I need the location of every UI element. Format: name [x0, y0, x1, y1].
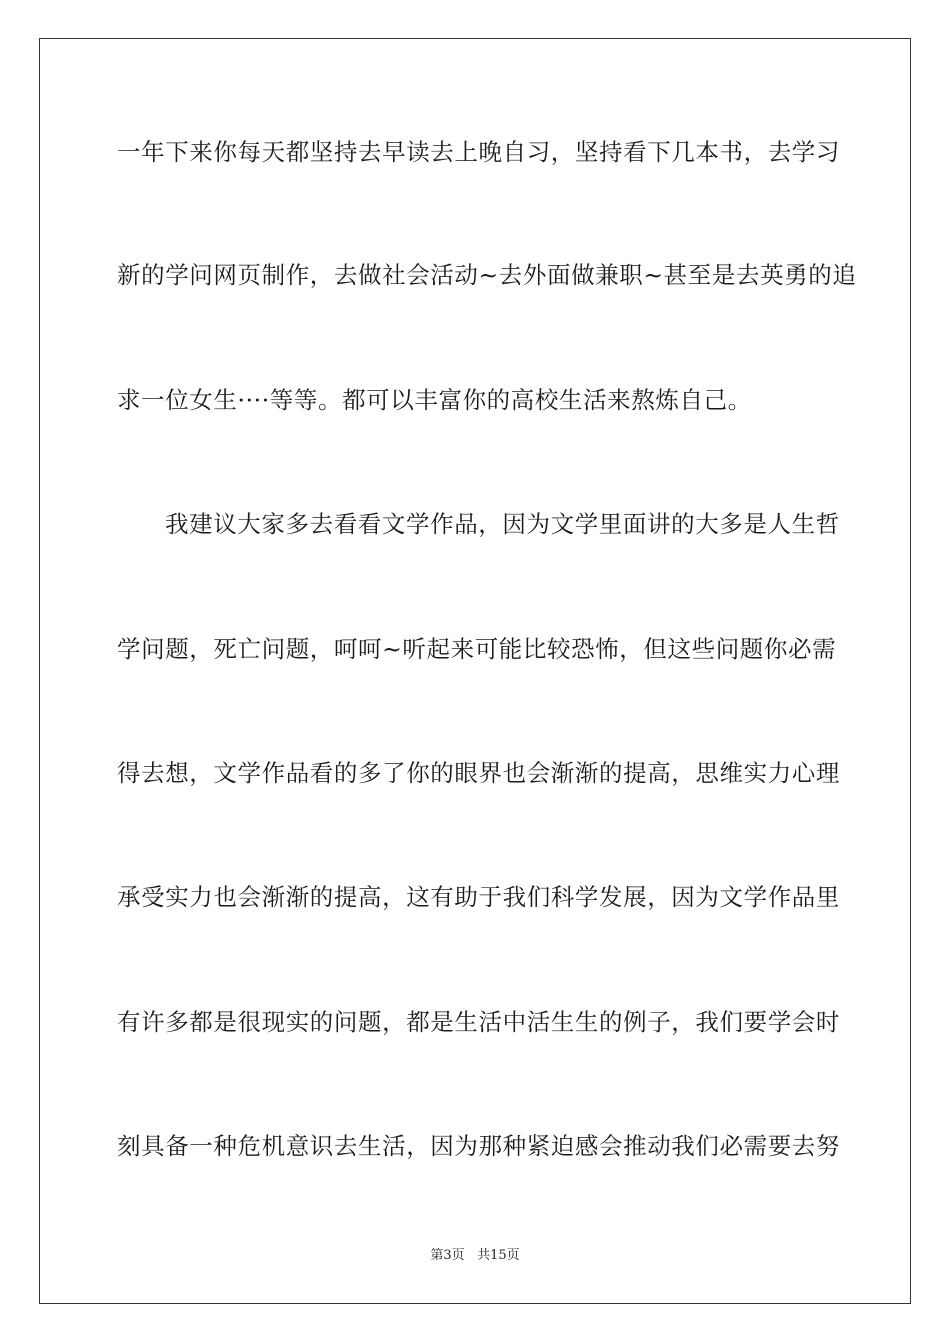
body-text-line-4-paragraph-start: 我建议大家多去看看文学作品，因为文学里面讲的大多是人生哲	[165, 510, 840, 538]
body-text-line-3: 求一位女生····等等。都可以丰富你的高校生活来熬炼自己。	[117, 386, 752, 414]
body-text-line-1: 一年下来你每天都坚持去早读去上晚自习，坚持看下几本书，去学习	[117, 138, 840, 166]
body-text-line-2: 新的学问网页制作，去做社会活动~去外面做兼职~甚至是去英勇的追	[117, 261, 857, 289]
body-text-line-6: 得去想，文学作品看的多了你的眼界也会渐渐的提高，思维实力心理	[117, 759, 840, 787]
page-border	[39, 38, 911, 1304]
body-text-line-9: 刻具备一种危机意识去生活，因为那种紧迫感会推动我们必需要去努	[117, 1132, 840, 1160]
body-text-line-8: 有许多都是很现实的问题，都是生活中活生生的例子，我们要学会时	[117, 1008, 840, 1036]
body-text-line-7: 承受实力也会渐渐的提高，这有助于我们科学发展，因为文学作品里	[117, 883, 840, 911]
total-pages: 共15页	[477, 1248, 520, 1263]
page-number: 第3页	[430, 1248, 465, 1263]
page-footer	[0, 1247, 950, 1265]
body-text-line-5: 学问题，死亡问题，呵呵~听起来可能比较恐怖，但这些问题你必需	[117, 635, 837, 663]
